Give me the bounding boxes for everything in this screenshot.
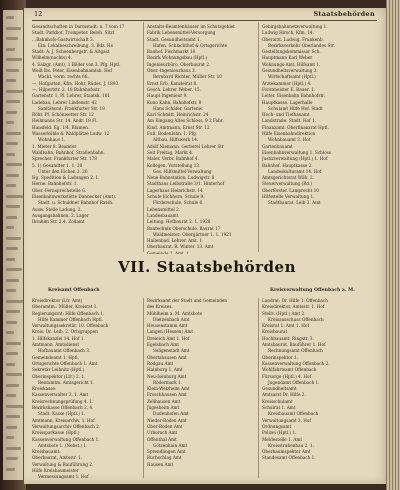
directory-entry: Ernst Erb, Kanzleirat 8. xyxy=(147,80,198,86)
directory-entry: Kreisbauamt: xyxy=(32,449,61,455)
facing-page-text-line xyxy=(6,216,17,219)
directory-entry: Heusenstamm Amt xyxy=(147,323,188,329)
column-rule xyxy=(258,22,259,252)
directory-entry: Fuß. Bodenlohn. 1. Pfg. xyxy=(147,131,198,137)
directory-entry: Ludwig Hirsch, Kfm. 14. xyxy=(262,30,314,36)
directory-entry: Waldbahn, Bahnhof, Straßenbahn. xyxy=(32,149,105,155)
facing-page-text-line xyxy=(6,468,15,471)
directory-entry: Verwaltungssekretär. 10. Offenbach xyxy=(32,323,109,329)
facing-page-text-line xyxy=(6,237,21,240)
directory-entry: Dietzenbach Amt xyxy=(153,316,190,322)
facing-page-edge xyxy=(3,10,23,480)
directory-entry: Langen (Hessen) Amt xyxy=(147,329,194,335)
directory-entry: Schulrat 1. Amt xyxy=(262,405,296,411)
directory-entry: Neue Bahnstation, Ludwigstr. 8 xyxy=(147,175,215,181)
directory-entry: Obertshausen Amt xyxy=(147,354,187,360)
directory-entry: Oberinspektor 1. xyxy=(262,354,299,360)
directory-entry: Gesandtschaften in Darmstadt: n. 7 vom 17 xyxy=(32,24,125,29)
directory-entry: Gesch. Lehrer Weber. 15. xyxy=(147,86,201,92)
facing-page-text-line xyxy=(6,447,21,450)
directory-entry: Kassenverwalter 3. 1. Amt xyxy=(32,392,89,398)
directory-entry: Regierungsrat: Hilfe Offenbach 1. xyxy=(32,310,105,316)
book-page xyxy=(24,8,390,484)
directory-entry: Oberbaurat, Amtsstr. 1. xyxy=(32,455,83,461)
directory-entry: Verwaltungsarchiv Offenbach 2. xyxy=(32,423,101,429)
directory-entry: Wohnungs-Amt. Hilfsamt 1. xyxy=(262,61,321,67)
directory-entry: Hoch- und Tiefbauamt xyxy=(262,112,310,118)
directory-entry: Lagerhaus Heinrichstr. 14 xyxy=(147,187,203,193)
facing-page-text-line xyxy=(6,90,23,93)
directory-entry: Klein-Welzheim Amt xyxy=(147,386,190,392)
directory-entry: Neu-Isenburg Amt xyxy=(147,373,187,379)
facing-page-text-line xyxy=(6,373,22,376)
directory-entry: Buchschlag Amt xyxy=(147,455,182,461)
directory-entry: Heilmanns Str. 14. Andr. 18 Fl. xyxy=(32,118,98,124)
directory-entry: Rodgau Amt xyxy=(147,360,174,366)
directory-entry: Bautechnik Oberschule. Baurat 17 xyxy=(147,225,221,231)
directory-entry: Waldmeister: Obergärtner 1. 1. 1921 xyxy=(153,231,232,237)
directory-entry: Kreisstraßenbau 2. 1. xyxy=(268,442,314,448)
directory-entry: Gemeinde 2. Amt. 1. xyxy=(147,250,191,254)
directory-entry: Kreisrat 1. Amt 1. Hof xyxy=(262,323,309,329)
directory-entry: Hausfeld. Eg. 1/4. Blumen. xyxy=(32,124,90,130)
directory-entry: Leiter. Eisenbahn Bahnhofstr. xyxy=(262,93,326,99)
facing-page-text-line xyxy=(6,121,14,124)
directory-entry: Fürsorge (Hptl.) 4. Hof xyxy=(262,373,312,379)
directory-entry: Jügesheim Amt xyxy=(147,405,180,411)
directory-entry: Wasserkühle & Waldplätze Ludw. 12 xyxy=(32,131,110,137)
directory-entry: Maler. Verbr. Bahnhof 4. xyxy=(147,156,199,162)
directory-entry: Ober.-Ingenieurhaus 3. xyxy=(147,68,196,74)
facing-page-text-line xyxy=(6,184,16,187)
directory-entry: Stadt. Gesundheitsamt 1. xyxy=(147,36,201,42)
directory-entry: Oberinspektor (Ltr.) 2. 1. xyxy=(32,373,86,379)
directory-entry: Standesamt Offenbach 1. xyxy=(262,455,316,461)
facing-page-text-line xyxy=(6,153,15,156)
directory-entry: Justizverwaltung (Hptl.) 1. Hof xyxy=(262,156,328,162)
directory-entry: Kuno Kahn, Bahnhofstr. 8 xyxy=(147,99,202,105)
directory-entry: —, Hofgarten, Kfm. Hohr, Rüdes, J. 1893. xyxy=(32,80,120,86)
directory-entry: Oberbaurat. R. Winter. 13. Amt xyxy=(147,244,214,250)
directory-entry: Oberamtm.: Müller, Kreisrat 1. xyxy=(32,304,98,310)
column-rule xyxy=(143,22,144,252)
facing-page-text-line xyxy=(6,384,19,387)
directory-entry: Urberach Amt xyxy=(147,430,178,436)
directory-entry: Amtsbote 1. (Nebst.) 1. xyxy=(38,442,88,448)
page-block-edge xyxy=(386,0,400,490)
directory-entry: Stadt: A. J. Schoenbergstr. & Altgast xyxy=(32,49,110,55)
directory-entry: Forstmeister E. Bauer. 1. xyxy=(262,86,316,92)
book-spine xyxy=(0,0,26,490)
directory-entry: Stadt. u. Schuldner Bahnhof Ratsh. xyxy=(38,200,114,206)
directory-entry: Stadthaus Leibstraße 3/1. Hinterhof xyxy=(147,181,225,187)
directory-entry: Sanitätsrat: Frankfurter Str. 19 xyxy=(38,105,105,111)
facing-page-text-line xyxy=(6,342,21,345)
directory-entry: Landesbauamt xyxy=(147,212,179,218)
directory-entry: Froschhausen Amt xyxy=(147,392,187,398)
upper-column-2 xyxy=(147,24,255,254)
directory-entry: Kassenverwaltung Offenbach 2. xyxy=(262,360,330,366)
directory-entry: Hilfe Eisenbahndirektion xyxy=(262,131,316,137)
directory-entry: Lebensmittel 2. xyxy=(147,206,181,212)
directory-entry: Polizei (Hptl.) 1. xyxy=(262,430,297,436)
directory-entry: Leitung. Hofbaurat 2. 1. 1928 xyxy=(147,219,211,225)
facing-page-text-line xyxy=(6,48,15,51)
directory-entry: Hainburg 1. Amt xyxy=(147,367,183,373)
facing-page-text-line xyxy=(6,258,15,261)
directory-entry: Karl Schmitt, Heinrichstr. 24 xyxy=(147,112,209,118)
directory-entry: Sprecher. Frankfurter Str. 178 xyxy=(32,156,97,162)
page-header xyxy=(32,10,377,21)
directory-entry: Hilfsstelle Verwaltung 1. xyxy=(262,194,315,200)
directory-entry: Ein: Lokalbeschreibung. 3. Bdz. Hs xyxy=(38,42,113,48)
directory-entry: Zellhausen Amt xyxy=(147,398,181,404)
directory-entry: Stadt. Parkhof. Trompeter. Beloh. Sitzt xyxy=(32,30,115,36)
directory-entry: Vermessungsamt 1. Hof xyxy=(38,474,89,480)
directory-entry: Wohlfahrtsamt Offenbach xyxy=(262,367,317,373)
directory-entry: Altbau. Hilfswerk 14. xyxy=(153,137,199,143)
facing-page-text-line xyxy=(6,111,17,114)
facing-page-text-line xyxy=(6,226,14,229)
directory-entry: Hofbauamt Offenbach 3. xyxy=(38,348,91,354)
facing-page-text-line xyxy=(6,363,15,366)
directory-entry: Hauptmann Karl Weber xyxy=(262,55,313,61)
directory-entry: Finanzamt. Oberfinanzrat Hptl. xyxy=(262,124,329,130)
directory-entry: Ausw. Stelle Ladung. 2. xyxy=(32,206,82,212)
directory-entry: Mühlheim a. M. Amtsbote xyxy=(147,310,203,316)
directory-entry: Jugendamt Offenbach 1. xyxy=(268,379,320,385)
directory-entry: Ärztekammer (Hptl.) 4. xyxy=(262,80,312,86)
directory-entry: Nieder-Roden Amt xyxy=(147,417,187,423)
directory-entry: 4. Salzgr. (Amt), 1 Bilder von 3. Pfg. Hptl. xyxy=(32,61,121,67)
directory-entry: Ortsgerichte Offenbach 1. Amt xyxy=(32,360,98,366)
facing-page-text-line xyxy=(6,205,20,208)
upper-column-3 xyxy=(262,24,374,254)
directory-entry: Landrat: Dr. Hilfe 1. Offenbach xyxy=(262,298,328,303)
directory-entry: Unter den Eichen 2. 20 xyxy=(38,168,88,174)
directory-entry: Ordnungsamt xyxy=(262,423,292,429)
directory-entry: Kreiskasse: xyxy=(32,386,57,392)
directory-entry: Eisenbahnverwaltung 1. Schloss xyxy=(262,149,332,155)
directory-entry: Bahnhof. Hauptkasse 2. xyxy=(262,162,313,168)
directory-entry: Gestellungskommissar Sch. xyxy=(262,49,321,55)
facing-page-text-line xyxy=(6,268,22,271)
directory-entry: Hochbauamt: Ringstr. 3. xyxy=(262,335,314,341)
directory-entry: Oberarzt. Ludwig, Frankenb. xyxy=(262,36,324,42)
facing-page-text-line xyxy=(6,352,18,355)
directory-entry: Wohnbauamt 3. Hof xyxy=(268,137,311,143)
directory-entry: 5. 1) Gesandter 1. 1. 20 xyxy=(32,162,83,168)
directory-entry: …Bahnhofs-Gastwirtschaft 3. xyxy=(32,36,95,42)
directory-entry: Hallenbad. Lehrer. Amt. 1. xyxy=(147,238,204,244)
directory-entry: Verwaltungsamt 3. Hof xyxy=(262,417,311,423)
section-title: VII. Staatsbehörden xyxy=(118,258,296,276)
directory-entry: Seit Freitag, Markt 4. xyxy=(147,149,194,155)
facing-page-text-line xyxy=(6,457,18,460)
directory-entry: Hauptkasse. Lagerhalle xyxy=(262,99,313,105)
directory-entry: Oberförster. Lamprecht 10 xyxy=(262,187,319,193)
directory-entry: Gesundheitsverwaltung 3. xyxy=(262,68,318,74)
facing-page-text-line xyxy=(6,16,14,19)
directory-entry: Kreisschulamt xyxy=(262,398,293,404)
facing-page-text-line xyxy=(6,289,16,292)
directory-entry: Kreissparkasse (Hptl.) xyxy=(32,430,80,436)
directory-entry: Gesundheitsamt xyxy=(262,386,297,392)
directory-entry: Kreis. Dr. Leib. 2. Ortsgruppen xyxy=(32,329,98,335)
directory-entry: Schulamt Hilfe Hof. Stadt xyxy=(268,105,323,111)
directory-entry: Rödermark 1. xyxy=(153,379,183,385)
facing-page-text-line xyxy=(6,58,22,61)
directory-entry: Hafen. Schlachthof & Ortsgerichte xyxy=(153,42,228,48)
upper-column-1 xyxy=(32,24,140,254)
facing-page-text-line xyxy=(6,436,14,439)
facing-page-text-line xyxy=(6,426,17,429)
facing-page-text-line xyxy=(6,300,23,303)
directory-entry: Fabrik Lebensmittel-Versorgung xyxy=(147,30,216,36)
directory-entry: Kreisausschuss Offenbach xyxy=(268,316,324,322)
directory-entry: Wacht. vorm. rechts 66. xyxy=(38,74,89,80)
directory-entry: Hausen Amt xyxy=(147,461,174,467)
facing-page-text-line xyxy=(6,321,17,324)
directory-entry: Am Eingang Altes Schloss, 9 2 Fabr. xyxy=(147,118,224,124)
directory-entry: Ladebau, Lehrer Lindenstr. 42 xyxy=(32,99,97,105)
directory-entry: Sekretär Leibnitz (Hptl.) xyxy=(32,367,85,373)
facing-page-text-line xyxy=(6,279,19,282)
directory-entry: Gartenstr. 1, Pl. Lehrer, Staatsk. 101 xyxy=(32,93,111,99)
facing-page-text-line xyxy=(6,37,18,40)
directory-entry: Kreisrechnungsprüfung 4. 1. xyxy=(32,398,94,404)
directory-entry: Offenthal Amt xyxy=(147,436,177,442)
directory-entry: Steuerverwaltung (Rd.) xyxy=(262,181,312,187)
directory-entry: Bezirkskasse Offenbach 2. 4. xyxy=(32,405,94,411)
directory-entry: Bezirk Wohnungsbau (Hptl.) xyxy=(147,55,208,61)
facing-page-text-line xyxy=(6,394,16,397)
directory-entry: Wohnhaus 1. xyxy=(38,137,66,143)
page-number: 12 xyxy=(34,10,43,18)
directory-entry: Stadt. Kasse (Hptl.) 1. xyxy=(38,411,86,417)
directory-entry: Götzenhain Amt xyxy=(153,442,188,448)
lower-column-3 xyxy=(262,298,374,480)
directory-entry: Seligenstadt Amt xyxy=(153,348,190,354)
directory-entry: Kreisdirektor, Amtsstr. 1. Hof xyxy=(262,304,325,310)
directory-entry: Haupt Ingenieur 9. xyxy=(147,93,188,99)
lower-heading-left: Kreisamt Offenbach xyxy=(48,288,100,293)
facing-page-text-line xyxy=(6,163,22,166)
directory-entry: Gemeindeamt 1. Hptl. xyxy=(32,354,79,360)
facing-page-text-line xyxy=(6,100,20,103)
directory-entry: Egelsbach Amt xyxy=(147,342,179,348)
directory-entry: Dudenhofen Amt xyxy=(153,411,189,417)
directory-entry: Bezirksamt der Stadt und Gemeinden xyxy=(147,298,228,303)
directory-entry: Stadtbaurat. Leib 3. Amt xyxy=(268,200,321,206)
directory-entry: Ober.-Fernsprechstelle G. xyxy=(32,187,87,193)
directory-entry: Ausgangsbahnen. 2. Lager xyxy=(32,212,89,218)
directory-entry: Wirtschaftsamt (Hptl.) xyxy=(268,74,316,80)
directory-entry: Hans Schäfer, Gartenw. xyxy=(153,105,204,111)
directory-entry: Wilhelm(nachts) 4. xyxy=(32,55,73,61)
directory-entry: 1. Mieter 8. Beamter xyxy=(32,143,77,149)
lower-heading-right: Kreisverwaltung Offenbach a. M. xyxy=(270,288,355,293)
facing-page-text-line xyxy=(6,331,14,334)
directory-entry: Rentamtm. Amtsgericht 1. xyxy=(38,379,95,385)
facing-page-text-line xyxy=(6,174,19,177)
directory-entry: des Kreises. xyxy=(147,304,173,310)
facing-page-text-line xyxy=(6,27,21,30)
directory-entry: Anstalts-Beamtenhäuser im Schutzgebiet xyxy=(147,24,235,29)
directory-entry: Gebirgsbahnnetzverwaltung 1. xyxy=(262,24,328,29)
directory-entry: Ober-Roden Amt xyxy=(147,423,183,429)
directory-entry: Adolf Niemann. Gerberei Lehrer Str xyxy=(147,143,224,149)
directory-entry: Kind. Amtmann, Ernst Str. 12 xyxy=(147,124,210,130)
directory-entry: Herne. Bahnhofstr. 1. xyxy=(32,181,78,187)
directory-entry: Dreieich Amt 1. Hof xyxy=(147,335,190,341)
directory-entry: Bezirksverkehr Oberlandes Str. xyxy=(268,42,335,48)
directory-entry: Ibrahim Str. 2.4. Zollamt xyxy=(32,219,85,225)
directory-entry: Ingenieurbüro. Oberbaurat 2. xyxy=(147,61,211,67)
directory-entry: Förderschule, Schule 6. xyxy=(153,200,204,206)
directory-entry: Landstraße. Stadt. Hof 1. xyxy=(262,118,317,124)
facing-page-text-line xyxy=(6,79,16,82)
facing-page-text-line xyxy=(6,195,23,198)
directory-entry: Amtsgerichtsrat Wilh. 2. xyxy=(262,175,314,181)
lower-column-1 xyxy=(32,298,140,480)
directory-entry: Kreisbauamt Offenbach xyxy=(268,411,319,417)
directory-entry: Sprendlingen Amt xyxy=(147,449,186,455)
directory-entry: Schule Eichhorn, Schule 9. xyxy=(147,194,205,200)
facing-page-text-line xyxy=(6,310,20,313)
directory-entry: Amtsbaurat. Bauführer 1. Hof xyxy=(262,342,326,348)
facing-page-text-line xyxy=(6,405,23,408)
directory-entry: Röhr. Pf. Schönwetter Str. 12 xyxy=(32,112,94,118)
directory-entry: Weiß lbs. Peter, Eisenbahnamtsb. Hof xyxy=(32,68,112,74)
directory-entry: Amtsarzt Dr. Hilfe 2. xyxy=(262,392,306,398)
column-rule xyxy=(143,298,144,478)
directory-entry: Kreisdirektor (Ltr. Amt) xyxy=(32,298,83,303)
directory-entry: Rechnungsamt Offenbach xyxy=(268,348,323,354)
directory-entry: 1. Hilfskanzlei 14. Hof 1. xyxy=(32,335,85,341)
directory-entry: Gartenbauamt xyxy=(262,143,293,149)
facing-page-text-line xyxy=(6,247,18,250)
directory-entry: —, Hilpertstr. 2. 18 Bahnhofsstr. xyxy=(32,86,101,92)
directory-entry: Bauhof. Fischmarkt 10 xyxy=(147,49,196,55)
directory-entry: Kreisbaurat xyxy=(262,329,288,335)
directory-entry: Eisenbahnwerkstätte Dannecker (Amt). xyxy=(32,194,117,200)
facing-page-text-line xyxy=(6,132,21,135)
directory-entry: Amtmann. Amtsdienst xyxy=(32,342,80,348)
directory-entry: Kollegen. Vorstellung 13. xyxy=(147,162,201,168)
facing-page-text-line xyxy=(6,415,20,418)
directory-entry: Hg. Spedition & Ladungen 2. 1. xyxy=(32,175,100,181)
directory-entry: Stellv. (Hptl.) Amt 2. xyxy=(262,310,306,316)
directory-entry: Landeskulturamt 14. Hof xyxy=(268,168,322,174)
facing-page-text-line xyxy=(6,69,19,72)
directory-entry: Hilfe Kreisbaumeister xyxy=(32,468,79,474)
facing-page-text-line xyxy=(6,142,18,145)
directory-entry: Meldestelle 1. Amt xyxy=(262,436,303,442)
running-head: Staatsbehörden xyxy=(313,10,375,18)
directory-entry: Bernhard Richter, Müller Str. 10 xyxy=(153,74,222,80)
directory-entry: Ges. Hilfsmittel-Verwaltung xyxy=(153,168,212,174)
directory-entry: Kassenverwaltung Offenbach 1. xyxy=(32,436,100,442)
directory-entry: Hilfe Kammer Offenbach Hptl. xyxy=(38,316,103,322)
directory-entry: Amtmann, Kreisarchiv. 1. Hof xyxy=(32,417,95,423)
directory-entry: Oberbauinspektor Amt xyxy=(262,449,311,455)
lower-column-2 xyxy=(147,298,255,480)
column-rule xyxy=(258,298,259,478)
directory-entry: Verwaltung & Bauführung 2. xyxy=(32,461,94,467)
